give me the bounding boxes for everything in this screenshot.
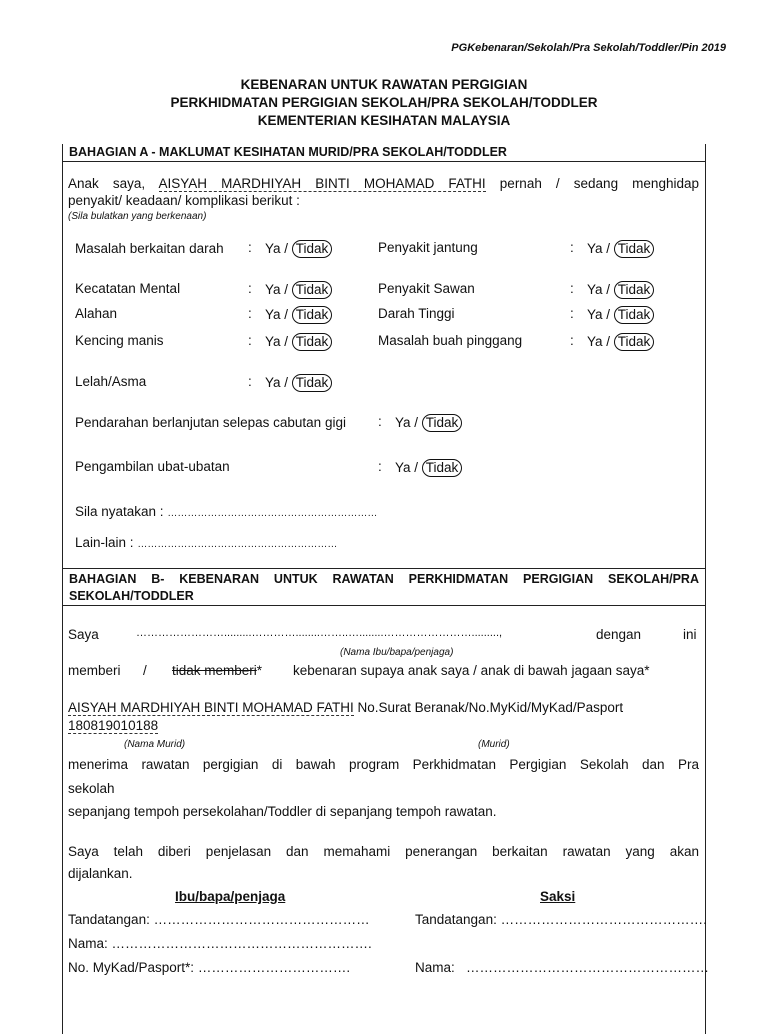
- dengan-label: dengan: [596, 627, 642, 642]
- colon: :: [248, 374, 252, 389]
- tidak-circled: Tidak: [422, 459, 463, 477]
- student-caption: (Murid): [478, 739, 510, 750]
- section-a-intro: Anak saya, AISYAH MARDHIYAH BINTI MOHAMAD FATHI pernah / sedang menghidap: [68, 176, 699, 191]
- colon: :: [378, 414, 382, 429]
- child-name: AISYAH MARDHIYAH BINTI MOHAMAD FATHI: [158, 176, 486, 191]
- title-line-1: KEBENARAN UNTUK RAWATAN PERGIGIAN: [240, 77, 528, 92]
- explanation-line2: dijalankan.: [68, 866, 133, 881]
- condition-epilepsy: Penyakit Sawan: [378, 281, 475, 296]
- answer-blood[interactable]: Ya / Tidak: [265, 240, 332, 258]
- tidak-memberi-option: tidak memberi*: [172, 663, 263, 678]
- condition-bleeding: Pendarahan berlanjutan selepas cabutan gigi: [75, 415, 346, 430]
- student-name-line: AISYAH MARDHIYAH BINTI MOHAMAD FATHI No.Surat Beranak/No.MyKid/MyKad/Pasport: [68, 700, 624, 715]
- colon: :: [570, 306, 574, 321]
- condition-heart: Penyakit jantung: [378, 240, 478, 255]
- condition-asthma: Lelah/Asma: [75, 374, 147, 389]
- colon: :: [570, 333, 574, 348]
- section-b-header: BAHAGIAN B- KEBENARAN UNTUK RAWATAN PERKHIDMATAN PERGIGIAN SEKOLAH/PRA SEKOLAH/TODDLER: [63, 568, 705, 606]
- answer-diabetes[interactable]: Ya / Tidak: [265, 333, 332, 351]
- ini-label: ini: [683, 627, 697, 642]
- answer-allergy[interactable]: Ya / Tidak: [265, 306, 332, 324]
- tidak-circled: Tidak: [292, 306, 333, 324]
- tidak-circled: Tidak: [422, 414, 463, 432]
- parent-name-field[interactable]: Nama: ………………………………………………….: [68, 936, 372, 951]
- witness-name-field[interactable]: Nama: ………………………………………………: [415, 960, 710, 975]
- condition-kidney: Masalah buah pinggang: [378, 333, 523, 348]
- document-number: 180819010188: [68, 718, 159, 733]
- slash: /: [143, 663, 147, 678]
- tidak-circled: Tidak: [292, 333, 333, 351]
- guardian-caption: (Nama Ibu/bapa/penjaga): [340, 647, 454, 658]
- condition-allergy: Alahan: [75, 306, 118, 321]
- colon: :: [378, 459, 382, 474]
- memberi-option: memberi: [68, 663, 121, 678]
- tidak-circled: Tidak: [292, 240, 333, 258]
- answer-bleeding[interactable]: Ya / Tidak: [395, 414, 462, 432]
- tidak-circled: Tidak: [292, 374, 333, 392]
- tidak-circled: Tidak: [614, 306, 655, 324]
- colon: :: [248, 333, 252, 348]
- guardian-name-field[interactable]: …………………….........…………........……..…........…………………….........,: [136, 627, 503, 639]
- tidak-circled: Tidak: [614, 281, 655, 299]
- witness-signature-field[interactable]: Tandatangan: ……………………………………….: [415, 912, 707, 927]
- parent-heading: Ibu/bapa/penjaga: [175, 889, 286, 904]
- circle-instruction: (Sila bulatkan yang berkenaan): [68, 211, 207, 222]
- section-a-intro-line2: penyakit/ keadaan/ komplikasi berikut :: [68, 193, 300, 208]
- colon: :: [570, 240, 574, 255]
- witness-heading: Saksi: [540, 889, 576, 904]
- condition-medication: Pengambilan ubat-ubatan: [75, 459, 230, 474]
- student-name: AISYAH MARDHIYAH BINTI MOHAMAD FATHI: [68, 700, 354, 715]
- student-name-caption: (Nama Murid): [124, 739, 186, 750]
- answer-epilepsy[interactable]: Ya / Tidak: [587, 281, 654, 299]
- answer-asthma[interactable]: Ya / Tidak: [265, 374, 332, 392]
- tidak-circled: Tidak: [292, 281, 333, 299]
- section-a-header: BAHAGIAN A - MAKLUMAT KESIHATAN MURID/PRA SEKOLAH/TODDLER: [63, 144, 705, 162]
- colon: :: [248, 240, 252, 255]
- tidak-circled: Tidak: [614, 333, 655, 351]
- form-reference: PGKebenaran/Sekolah/Pra Sekolah/Toddler/Pin 2019: [451, 42, 726, 54]
- others-field[interactable]: Lain-lain : ……………………………………………………: [75, 535, 338, 550]
- title-line-3: KEMENTERIAN KESIHATAN MALAYSIA: [257, 113, 511, 128]
- receive-treatment-line: menerima rawatan pergigian di bawah program Perkhidmatan Pergigian Sekolah dan Pra: [68, 757, 699, 772]
- colon: :: [570, 281, 574, 296]
- form-title: [0, 76, 768, 130]
- answer-kidney[interactable]: Ya / Tidak: [587, 333, 654, 351]
- colon: :: [248, 306, 252, 321]
- answer-hypertension[interactable]: Ya / Tidak: [587, 306, 654, 324]
- saya-label: Saya: [68, 627, 99, 642]
- condition-mental: Kecatatan Mental: [75, 281, 181, 296]
- specify-field[interactable]: Sila nyatakan : ………………………………………………………: [75, 504, 378, 519]
- answer-medication[interactable]: Ya / Tidak: [395, 459, 462, 477]
- condition-hypertension: Darah Tinggi: [378, 306, 455, 321]
- period-line: sepanjang tempoh persekolahan/Toddler di sepanjang tempoh rawatan.: [68, 804, 497, 819]
- condition-diabetes: Kencing manis: [75, 333, 164, 348]
- tidak-circled: Tidak: [614, 240, 655, 258]
- parent-mykad-field[interactable]: No. MyKad/Pasport*: …………………………….: [68, 960, 351, 975]
- receive-treatment-line2: sekolah: [68, 781, 115, 796]
- consent-text: kebenaran supaya anak saya / anak di bawah jagaan saya*: [293, 663, 650, 678]
- answer-heart[interactable]: Ya / Tidak: [587, 240, 654, 258]
- answer-mental[interactable]: Ya / Tidak: [265, 281, 332, 299]
- explanation-line: Saya telah diberi penjelasan dan memahami penerangan berkaitan rawatan yang akan: [68, 844, 699, 859]
- parent-signature-field[interactable]: Tandatangan: …………………………………………: [68, 912, 370, 927]
- condition-blood: Masalah berkaitan darah: [75, 241, 224, 256]
- title-line-2: PERKHIDMATAN PERGIGIAN SEKOLAH/PRA SEKOLAH/TODDLER: [170, 95, 598, 110]
- colon: :: [248, 281, 252, 296]
